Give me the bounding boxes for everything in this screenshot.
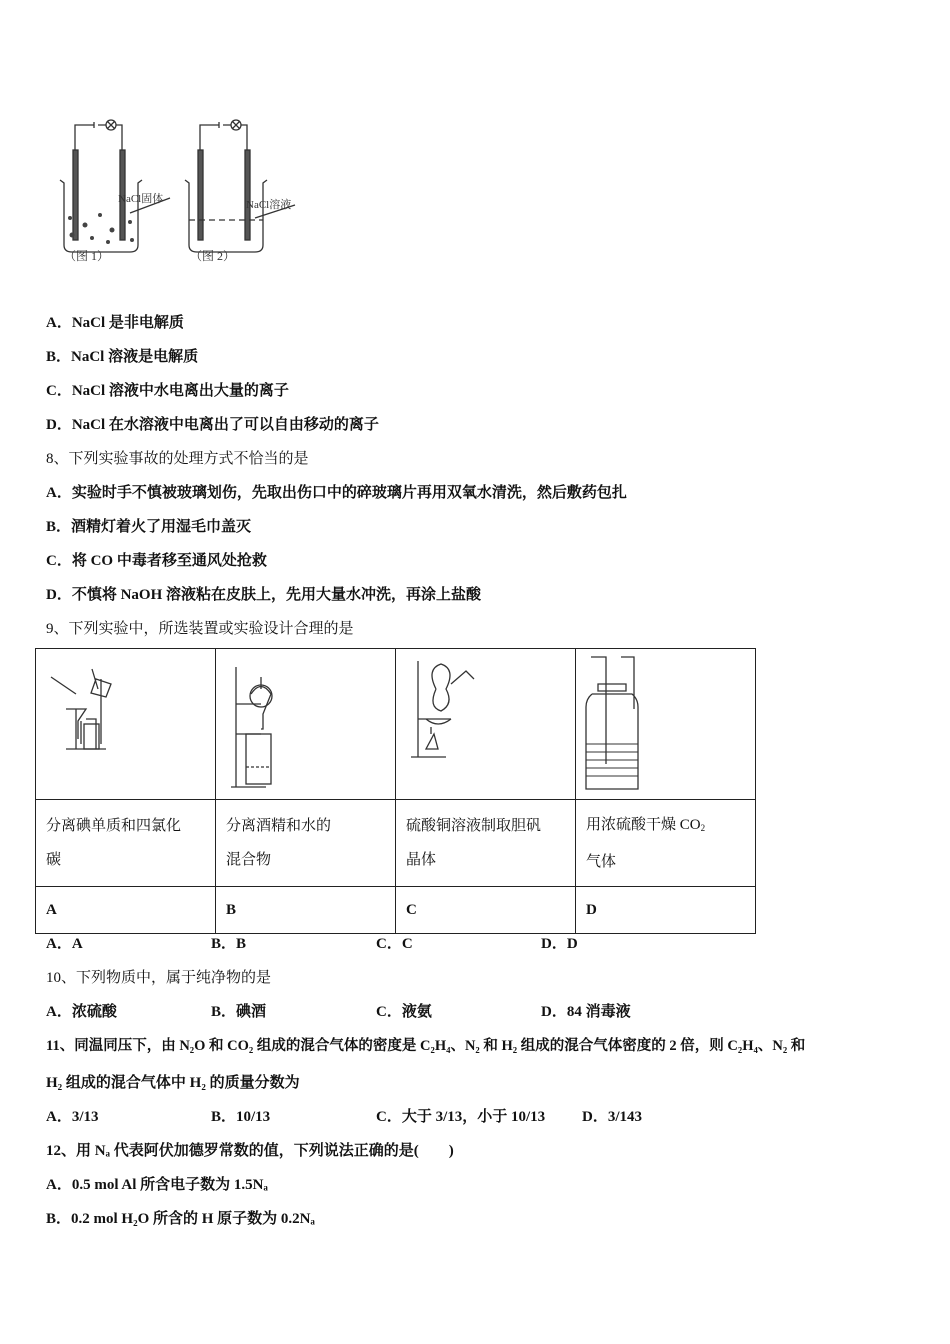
q11-option-d: D．3/143 bbox=[582, 1109, 643, 1125]
evaporation-apparatus-icon bbox=[396, 649, 565, 794]
svg-text:NaCl溶液: NaCl溶液 bbox=[246, 199, 292, 211]
q8-option-d: D．不慎将 NaOH 溶液粘在皮肤上，先用大量水冲洗，再涂上盐酸 bbox=[46, 587, 482, 603]
cell-b-desc: 分离酒精和水的 混合物 bbox=[216, 800, 396, 887]
apparatus-d bbox=[576, 649, 756, 800]
separatory-funnel-icon bbox=[216, 649, 385, 794]
cell-c-letter: C bbox=[396, 887, 576, 934]
q9-option-a: A．A bbox=[46, 936, 83, 952]
cell-a-letter: A bbox=[36, 887, 216, 934]
q10-option-c: C．液氨 bbox=[376, 1004, 432, 1020]
q12-option-b: B．0.2 mol H₂O 所含的 H 原子数为 0.2Nₐ bbox=[46, 1211, 315, 1227]
svg-text:（图 1）: （图 1） bbox=[64, 249, 110, 263]
q10-option-d: D．84 消毒液 bbox=[541, 1004, 631, 1020]
q9-table bbox=[35, 648, 756, 934]
svg-text:（图 2）: （图 2） bbox=[190, 249, 236, 263]
q10-option-a: A．浓硫酸 bbox=[46, 1004, 117, 1020]
apparatus-c bbox=[396, 649, 576, 800]
cell-c-desc: 硫酸铜溶液制取胆矾 晶体 bbox=[396, 800, 576, 887]
q9-option-c: C．C bbox=[376, 936, 413, 952]
svg-text:NaCl固体: NaCl固体 bbox=[118, 193, 164, 205]
electrolysis-figure bbox=[50, 110, 320, 270]
q10-stem: 10、下列物质中，属于纯净物的是 bbox=[46, 970, 272, 986]
q7-option-a: A．NaCl 是非电解质 bbox=[46, 315, 184, 331]
q11-option-c: C．大于 3/13，小于 10/13 bbox=[376, 1109, 546, 1125]
q12-option-a: A．0.5 mol Al 所含电子数为 1.5Nₐ bbox=[46, 1177, 268, 1193]
cell-a-desc: 分离碘单质和四氯化 碳 bbox=[36, 800, 216, 887]
cell-b-letter: B bbox=[216, 887, 396, 934]
gas-washing-bottle-icon bbox=[576, 649, 745, 794]
q11-stem-line2: H₂ 组成的混合气体中 H₂ 的质量分数为 bbox=[46, 1075, 300, 1091]
q7-option-d: D．NaCl 在水溶液中电离出了可以自由移动的离子 bbox=[46, 417, 379, 433]
q11-option-a: A．3/13 bbox=[46, 1109, 99, 1125]
cell-d-desc: 用浓硫酸干燥 $CO_2$ 气体 bbox=[576, 800, 756, 887]
q9-option-d: D．D bbox=[541, 936, 578, 952]
q8-stem: 8、下列实验事故的处理方式不恰当的是 bbox=[46, 451, 309, 467]
q8-option-a: A．实验时手不慎被玻璃划伤，先取出伤口中的碎玻璃片再用双氧水清洗，然后敷药包扎 bbox=[46, 485, 627, 501]
q8-option-c: C．将 CO 中毒者移至通风处抢救 bbox=[46, 553, 267, 569]
q8-option-b: B．酒精灯着火了用湿毛巾盖灭 bbox=[46, 519, 252, 535]
q12-stem: 12、用 Nₐ 代表阿伏加德罗常数的值，下列说法正确的是( ) bbox=[46, 1143, 454, 1159]
cell-d-letter: D bbox=[576, 887, 756, 934]
q7-option-c: C．NaCl 溶液中水电离出大量的离子 bbox=[46, 383, 289, 399]
q7-option-b: B．NaCl 溶液是电解质 bbox=[46, 349, 199, 365]
q9-stem: 9、下列实验中，所选装置或实验设计合理的是 bbox=[46, 621, 354, 637]
q10-option-b: B．碘酒 bbox=[211, 1004, 267, 1020]
apparatus-a bbox=[36, 649, 216, 800]
q9-option-b: B．B bbox=[211, 936, 247, 952]
q11-stem-line1: 11、同温同压下，由 N₂O 和 CO₂ 组成的混合气体的密度是 C₂H₄、N₂ 和 H₂ 组成的混合气体密度的 2 倍，则 C₂H₄、N₂ 和 bbox=[46, 1038, 806, 1054]
q11-option-b: B．10/13 bbox=[211, 1109, 271, 1125]
apparatus-b bbox=[216, 649, 396, 800]
filtration-apparatus-icon bbox=[36, 649, 205, 794]
